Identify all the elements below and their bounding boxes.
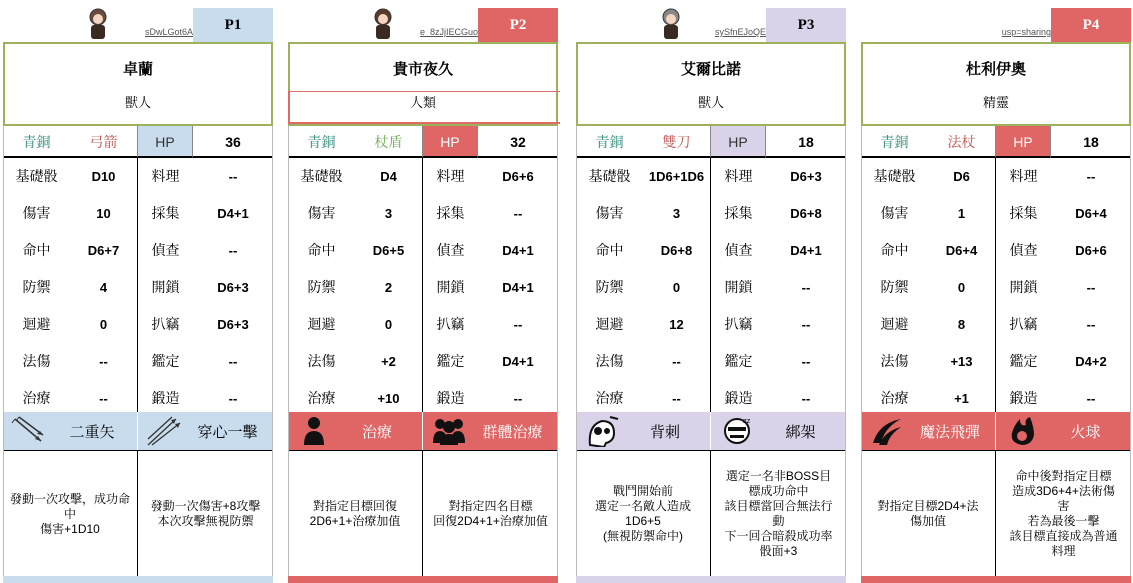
stat-name: 防禦 (880, 279, 909, 295)
skill-banner (3, 412, 137, 450)
character-race: 人類 (409, 95, 436, 110)
skill-name: 鍛造 (710, 380, 766, 417)
stat-name: 防禦 (595, 279, 624, 295)
stat-header (861, 126, 1131, 158)
stat-value: D10 (91, 169, 116, 184)
skill-name: 扒竊 (137, 306, 193, 343)
skill-value: -- (1086, 169, 1096, 184)
stats-table (576, 158, 846, 417)
stat-value: 10 (96, 206, 111, 221)
stat-value: 0 (957, 280, 966, 295)
skill-description: 命中後對指定目標 造成3D6+4+法術傷 害 若為最後一擊 該目標直接成為普通 料理 (995, 451, 1131, 577)
skill-banner (576, 412, 710, 450)
skill-name: 鍛造 (422, 380, 478, 417)
character-avatar (656, 7, 686, 41)
stat-name: 命中 (22, 242, 51, 258)
skill-value: -- (801, 354, 811, 369)
skill-value: -- (1086, 280, 1096, 295)
stat-row (861, 343, 1131, 380)
skill-name: 開鎖 (995, 269, 1051, 306)
stat-value: 1 (957, 206, 966, 221)
skill-value: -- (801, 280, 811, 295)
stat-name: 傷害 (880, 205, 909, 221)
hp-value: 18 (1051, 126, 1131, 158)
skill-title: 背刺 (649, 423, 680, 441)
stat-header (576, 126, 846, 158)
character-card-p3 (576, 0, 860, 583)
stat-value: -- (672, 354, 681, 369)
skill-value: D4+2 (1075, 354, 1107, 369)
name-panel (3, 42, 273, 126)
stat-name: 治療 (595, 390, 624, 406)
player-tag: P2 (478, 8, 558, 42)
skill-banner (995, 412, 1131, 450)
skill-banner (861, 412, 995, 450)
stat-row (288, 269, 558, 306)
skill-name: 採集 (995, 195, 1051, 232)
stat-value: D6 (953, 169, 970, 184)
rank-label: 青銅 (576, 126, 643, 158)
weapon-label: 法杖 (928, 126, 995, 158)
skills-row (288, 412, 558, 450)
stat-value: +10 (377, 391, 400, 406)
stat-value: +13 (950, 354, 973, 369)
stat-name: 迴避 (880, 316, 909, 332)
character-race: 獸人 (697, 95, 724, 110)
name-panel (288, 42, 558, 126)
sheet-link[interactable]: e_8zJjIECGuo (419, 27, 478, 37)
skill-description: 選定一名非BOSS目 標成功命中 該目標當回合無法行 動 下一回合暗殺成功率 骰面+3 (710, 451, 846, 577)
skill-name: 鑑定 (137, 343, 193, 380)
card-header (861, 0, 1133, 42)
stat-name: 法傷 (307, 353, 336, 369)
skills-row (3, 412, 273, 450)
piercing-arrows-icon (146, 415, 182, 447)
stat-name: 基礎骰 (588, 168, 631, 184)
stat-row (576, 232, 846, 269)
skill-value: D4+1 (790, 243, 822, 258)
group-heal-icon (431, 415, 467, 447)
card-header (3, 0, 287, 42)
stat-value: 8 (957, 317, 966, 332)
stat-row (861, 232, 1131, 269)
skill-name: 料理 (710, 158, 766, 195)
skill-value: D6+3 (217, 317, 249, 332)
skill-value: D4+1 (217, 206, 249, 221)
hp-value: 32 (478, 126, 558, 158)
stat-row (861, 306, 1131, 343)
skill-descriptions (288, 450, 558, 576)
skill-name: 鑑定 (995, 343, 1051, 380)
skill-name: 採集 (137, 195, 193, 232)
stat-value: 2 (384, 280, 393, 295)
skill-value: -- (228, 354, 238, 369)
stat-name: 法傷 (595, 353, 624, 369)
skill-value: D4+1 (502, 280, 534, 295)
stat-row (861, 269, 1131, 306)
hp-value: 36 (193, 126, 273, 158)
skill-description: 對指定四名目標 回復2D4+1+治療加值 (422, 451, 558, 577)
skill-name: 偵查 (710, 232, 766, 269)
skill-value: D4+1 (502, 243, 534, 258)
weapon-label: 弓箭 (70, 126, 137, 158)
skill-name: 採集 (710, 195, 766, 232)
character-race: 精靈 (982, 95, 1009, 110)
skill-name: 鍛造 (137, 380, 193, 417)
kidnap-icon (719, 415, 755, 447)
character-card-p1 (3, 0, 287, 583)
stat-row (3, 232, 273, 269)
character-name: 杜利伊奧 (965, 61, 1026, 78)
skill-name: 開鎖 (710, 269, 766, 306)
stat-name: 基礎骰 (873, 168, 916, 184)
stat-name: 基礎骰 (15, 168, 58, 184)
card-border-left (3, 126, 4, 576)
stat-header (3, 126, 273, 158)
backstab-icon (584, 415, 620, 447)
stats-table (3, 158, 273, 417)
skill-title: 群體治療 (482, 423, 543, 441)
character-avatar (368, 7, 398, 41)
stat-value: 3 (672, 206, 681, 221)
skill-value: D6+6 (502, 169, 534, 184)
skill-description: 發動一次攻擊，成功命中 傷害+1D10 (9, 491, 130, 536)
skill-value: D6+4 (1075, 206, 1107, 221)
stat-name: 傷害 (595, 205, 624, 221)
skills-row (576, 412, 846, 450)
skill-title: 二重矢 (69, 423, 115, 441)
hp-label: HP (137, 126, 193, 158)
sheet-link[interactable]: usp=sharing (1001, 27, 1051, 37)
skill-value: D6+6 (1075, 243, 1107, 258)
skill-value: -- (228, 169, 238, 184)
skill-title: 魔法飛彈 (919, 423, 980, 441)
skill-value: -- (513, 206, 523, 221)
card-border-left (861, 126, 862, 576)
skill-value: -- (1086, 391, 1096, 406)
character-name: 貴市夜久 (392, 61, 453, 78)
stat-value: 3 (384, 206, 393, 221)
person-heal-icon (296, 415, 332, 447)
character-race: 獸人 (124, 95, 151, 110)
skill-value: -- (513, 391, 523, 406)
stat-name: 治療 (307, 390, 336, 406)
stat-name: 傷害 (307, 205, 336, 221)
skill-name: 鍛造 (995, 380, 1051, 417)
stat-name: 治療 (22, 390, 51, 406)
skills-row (861, 412, 1131, 450)
character-name: 艾爾比諾 (680, 61, 741, 78)
magic-missile-icon (869, 415, 905, 447)
weapon-label: 杖盾 (355, 126, 422, 158)
stats-table (288, 158, 558, 417)
skill-value: D6+8 (790, 206, 822, 221)
card-border-right (272, 126, 273, 576)
card-header (576, 0, 860, 42)
stat-value: +1 (954, 391, 969, 406)
stat-value: D4 (380, 169, 397, 184)
skill-value: D6+3 (217, 280, 249, 295)
skill-description: 對指定目標2D4+法 傷加值 (877, 499, 979, 528)
character-card-p4 (861, 0, 1133, 583)
card-border-right (557, 126, 558, 576)
skill-name: 料理 (137, 158, 193, 195)
skill-name: 開鎖 (137, 269, 193, 306)
card-header (288, 0, 572, 42)
skill-title: 穿心一擊 (197, 423, 258, 441)
skill-title: 綁架 (785, 423, 816, 441)
stat-row (288, 158, 558, 195)
skill-value: -- (801, 391, 811, 406)
stat-value: +2 (381, 354, 396, 369)
skill-name: 鑑定 (710, 343, 766, 380)
card-border-right (1130, 126, 1131, 576)
stat-value: 4 (99, 280, 108, 295)
skill-value: -- (228, 243, 238, 258)
player-tag: P3 (766, 8, 846, 42)
stat-value: D6+5 (372, 243, 405, 258)
player-tag: P4 (1051, 8, 1131, 42)
name-panel (576, 42, 846, 126)
stat-row (576, 306, 846, 343)
stat-value: 0 (672, 280, 681, 295)
stat-name: 法傷 (880, 353, 909, 369)
hp-label: HP (995, 126, 1051, 158)
skill-name: 偵查 (137, 232, 193, 269)
skill-name: 開鎖 (422, 269, 478, 306)
skill-name: 料理 (422, 158, 478, 195)
skill-title: 治療 (361, 423, 392, 441)
stat-value: D6+8 (660, 243, 693, 258)
double-arrow-icon (11, 415, 47, 447)
stat-value: -- (672, 391, 681, 406)
stat-row (288, 195, 558, 232)
stat-row (3, 306, 273, 343)
skill-name: 偵查 (995, 232, 1051, 269)
sheet-link[interactable]: sDwLGot6A (144, 27, 193, 37)
skill-name: 料理 (995, 158, 1051, 195)
rank-label: 青銅 (861, 126, 928, 158)
card-border-left (288, 126, 289, 576)
stat-name: 治療 (880, 390, 909, 406)
stat-name: 防禦 (22, 279, 51, 295)
stat-row (3, 158, 273, 195)
stat-value: -- (99, 354, 108, 369)
stat-value: D6+7 (87, 243, 120, 258)
stat-name: 命中 (595, 242, 624, 258)
skill-value: -- (513, 317, 523, 332)
stat-row (3, 343, 273, 380)
skill-banner (137, 412, 273, 450)
skill-value: D4+1 (502, 354, 534, 369)
skill-value: -- (801, 317, 811, 332)
character-avatar (83, 7, 113, 41)
stat-name: 迴避 (22, 316, 51, 332)
stat-row (288, 232, 558, 269)
skill-banner (422, 412, 558, 450)
fireball-icon (1004, 415, 1040, 447)
hp-value: 18 (766, 126, 846, 158)
stat-name: 命中 (880, 242, 909, 258)
stat-value: 0 (99, 317, 108, 332)
skill-descriptions (861, 450, 1131, 576)
stat-row (576, 195, 846, 232)
skill-name: 扒竊 (995, 306, 1051, 343)
stat-name: 命中 (307, 242, 336, 258)
stat-row (3, 195, 273, 232)
name-panel (861, 42, 1131, 126)
stat-name: 法傷 (22, 353, 51, 369)
weapon-label: 雙刀 (643, 126, 710, 158)
skill-name: 扒竊 (710, 306, 766, 343)
skill-value: -- (1086, 317, 1096, 332)
stat-name: 迴避 (307, 316, 336, 332)
skill-value: -- (228, 391, 238, 406)
character-card-p2 (288, 0, 572, 583)
stat-row (576, 343, 846, 380)
skill-banner (288, 412, 422, 450)
character-avatar (941, 7, 971, 41)
player-tag: P1 (193, 8, 273, 42)
bottom-strip (861, 576, 1131, 583)
stat-row (288, 306, 558, 343)
skill-name: 扒竊 (422, 306, 478, 343)
skill-name: 採集 (422, 195, 478, 232)
skill-descriptions (3, 450, 273, 576)
bottom-strip (576, 576, 846, 583)
stat-value: D6+4 (945, 243, 978, 258)
character-name: 卓蘭 (122, 61, 153, 78)
stat-row (576, 158, 846, 195)
stat-row (288, 343, 558, 380)
stat-value: 0 (384, 317, 393, 332)
skill-descriptions (576, 450, 846, 576)
svg-text:zz: zz (743, 417, 751, 425)
stat-row (576, 269, 846, 306)
stat-row (861, 158, 1131, 195)
skill-description: 戰鬥開始前 選定一名敵人造成 1D6+5 (無視防禦命中) (594, 484, 691, 543)
stats-table (861, 158, 1131, 417)
card-border-left (576, 126, 577, 576)
skill-title: 火球 (1070, 423, 1101, 441)
rank-label: 青銅 (3, 126, 70, 158)
stat-value: -- (99, 391, 108, 406)
sheet-link[interactable]: sySfnEJoQE (714, 27, 766, 37)
stat-value: 1D6+1D6 (648, 169, 705, 184)
hp-label: HP (710, 126, 766, 158)
stat-name: 防禦 (307, 279, 336, 295)
stat-name: 基礎骰 (300, 168, 343, 184)
skill-description: 發動一次傷害+8攻擊 本次攻擊無視防禦 (137, 451, 273, 577)
skill-banner (710, 412, 846, 450)
rank-label: 青銅 (288, 126, 355, 158)
bottom-strip (3, 576, 273, 583)
stat-header (288, 126, 558, 158)
stat-row (861, 195, 1131, 232)
card-border-right (845, 126, 846, 576)
stat-name: 傷害 (22, 205, 51, 221)
bottom-strip (288, 576, 558, 583)
skill-name: 偵查 (422, 232, 478, 269)
hp-label: HP (422, 126, 478, 158)
skill-name: 鑑定 (422, 343, 478, 380)
stat-value: 12 (669, 317, 684, 332)
stat-row (3, 269, 273, 306)
skill-description: 對指定目標回復 2D6+1+治療加值 (309, 499, 401, 528)
skill-value: D6+3 (790, 169, 822, 184)
stat-name: 迴避 (595, 316, 624, 332)
